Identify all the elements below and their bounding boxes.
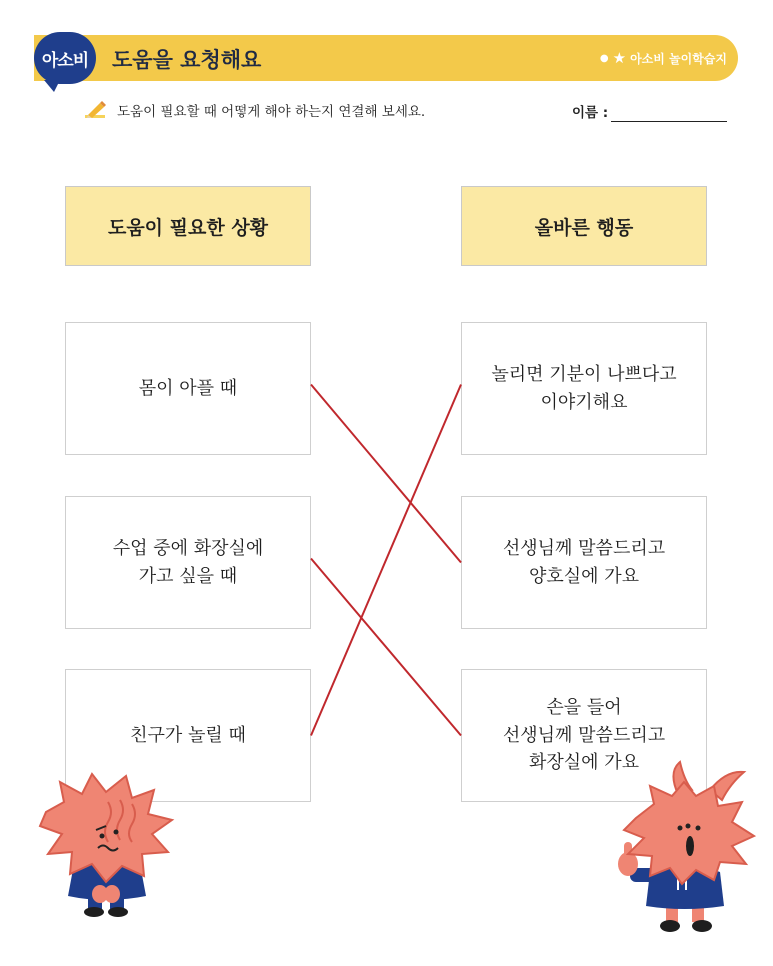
- connection-line-1: [311, 385, 461, 563]
- connection-line-2: [311, 559, 461, 736]
- brand-text: 아소비 놀이학습지: [630, 51, 727, 66]
- instruction-text: 도움이 필요할 때 어떻게 해야 하는지 연결해 보세요.: [117, 104, 426, 120]
- action-box-2[interactable]: 선생님께 말씀드리고 양호실에 가요: [461, 496, 707, 629]
- name-label: 이름 :: [572, 105, 609, 121]
- action-box-1[interactable]: 놀리면 기분이 나쁘다고 이야기해요: [461, 322, 707, 455]
- worried-character-illustration: [36, 772, 186, 922]
- star-icon: ★: [612, 49, 627, 67]
- left-column-header: 도움이 필요한 상황: [65, 186, 311, 266]
- dot-icon: ●: [599, 52, 609, 64]
- situation-box-2[interactable]: 수업 중에 화장실에 가고 싶을 때: [65, 496, 311, 629]
- right-column-header: 올바른 행동: [461, 186, 707, 266]
- logo-text: 아소비: [41, 50, 89, 71]
- name-input-line[interactable]: [611, 121, 727, 122]
- thumbs-up-character-illustration: [614, 760, 764, 940]
- worksheet-title: 도움을 요청해요: [112, 48, 262, 72]
- pencil-icon: [85, 101, 107, 119]
- brand-label: [600, 49, 727, 67]
- asobi-logo: [34, 32, 96, 84]
- connection-line-3: [311, 385, 461, 736]
- instruction-row: [85, 100, 425, 120]
- action-box-3[interactable]: 손을 들어 선생님께 말씀드리고 화장실에 가요: [461, 669, 707, 802]
- situation-box-3[interactable]: 친구가 놀릴 때: [65, 669, 311, 802]
- situation-box-1[interactable]: 몸이 아플 때: [65, 322, 311, 455]
